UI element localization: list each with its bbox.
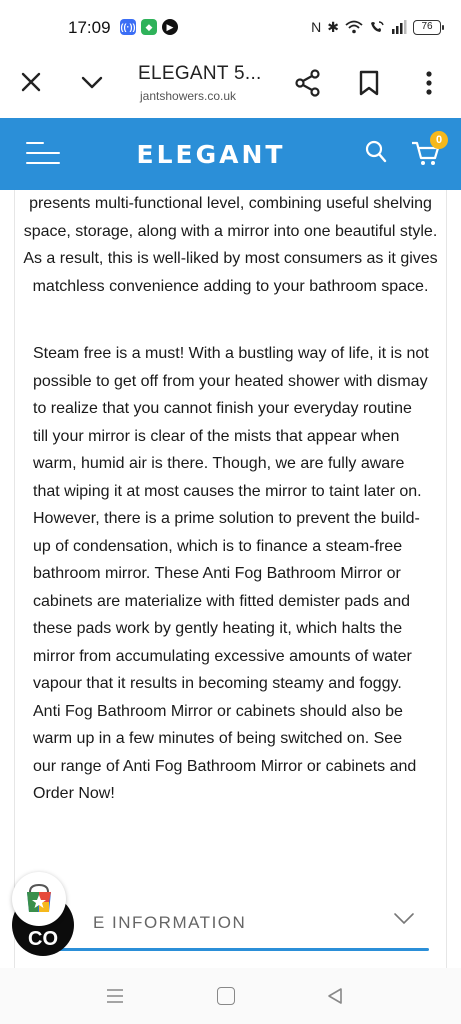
signal-icon (391, 20, 407, 34)
page-url[interactable]: jantshowers.co.uk (140, 89, 237, 103)
system-nav-bar (0, 968, 461, 1024)
shield-app-icon: ◆ (141, 19, 157, 35)
product-description-body: Steam free is a must! With a bustling way of life, it is not possible to get off from your heated shower with dismay to realize that you cannot finish your everyday routine till your mirror is clear of the mists that appear when warm, humid air is there. Though, we are fully aware that wiping it at most causes the mirror to taint later on. However, there is a prime solution to prevent the build-up of condensation, which is to finance a steam-free bathroom mirror. These Anti Fog Bathroom Mirror or cabinets are materialize with fitted demister pads and these pads work by gently heating it, which halts the mirror from accumulating excessive amounts of water vapour that it results in becoming steamy and foggy. Anti Fog Bathroom Mirror or cabinets should also be warm up in a few minutes of being switched on. See our range of Anti Fog Bathroom Mirror or cabinets and Order Now! (33, 345, 429, 802)
more-options-icon[interactable] (424, 70, 434, 96)
recent-apps-icon[interactable] (106, 988, 124, 1004)
browser-toolbar (0, 56, 461, 118)
bookmark-icon[interactable] (358, 70, 380, 96)
play-app-icon: ▶ (162, 19, 178, 35)
back-icon[interactable] (326, 987, 344, 1005)
more-information-accordion[interactable] (33, 905, 429, 953)
home-icon[interactable] (217, 987, 235, 1005)
site-header (0, 118, 461, 190)
chevron-down-icon[interactable] (393, 911, 415, 927)
wifi-icon (345, 20, 363, 34)
wifi-calling-icon (369, 20, 385, 34)
product-description-intro: presents multi-functional level, combining useful shelving space, storage, along with a mirror into one beautiful style. As a result, this is well-liked by most consumers as it gives matchless convenience adding to your bathroom space. (23, 195, 438, 295)
floating-chat-button[interactable]: CO (12, 894, 74, 956)
cart-count-badge: 0 (430, 131, 448, 149)
shopping-bag-button[interactable] (12, 872, 66, 926)
accordion-underline (33, 948, 429, 951)
bluetooth-icon: ✱ (327, 19, 339, 35)
close-icon[interactable] (20, 71, 42, 93)
battery-icon: 76 (413, 20, 441, 35)
search-icon[interactable] (364, 139, 388, 165)
site-logo[interactable]: ELEGANT (136, 140, 286, 169)
status-right (311, 17, 441, 37)
status-bar (0, 0, 461, 56)
page-title: ELEGANT 5... (138, 63, 262, 84)
menu-icon[interactable] (26, 138, 60, 168)
chevron-down-icon[interactable] (80, 71, 104, 93)
shopping-bag-icon (12, 872, 66, 926)
nfc-icon: N (311, 19, 322, 35)
status-app-icons (120, 19, 178, 35)
accordion-label: E INFORMATION (93, 913, 247, 932)
share-icon[interactable] (295, 69, 321, 97)
app-notification-icon: ((·)) (120, 19, 136, 35)
status-time: 17:09 (68, 18, 111, 37)
